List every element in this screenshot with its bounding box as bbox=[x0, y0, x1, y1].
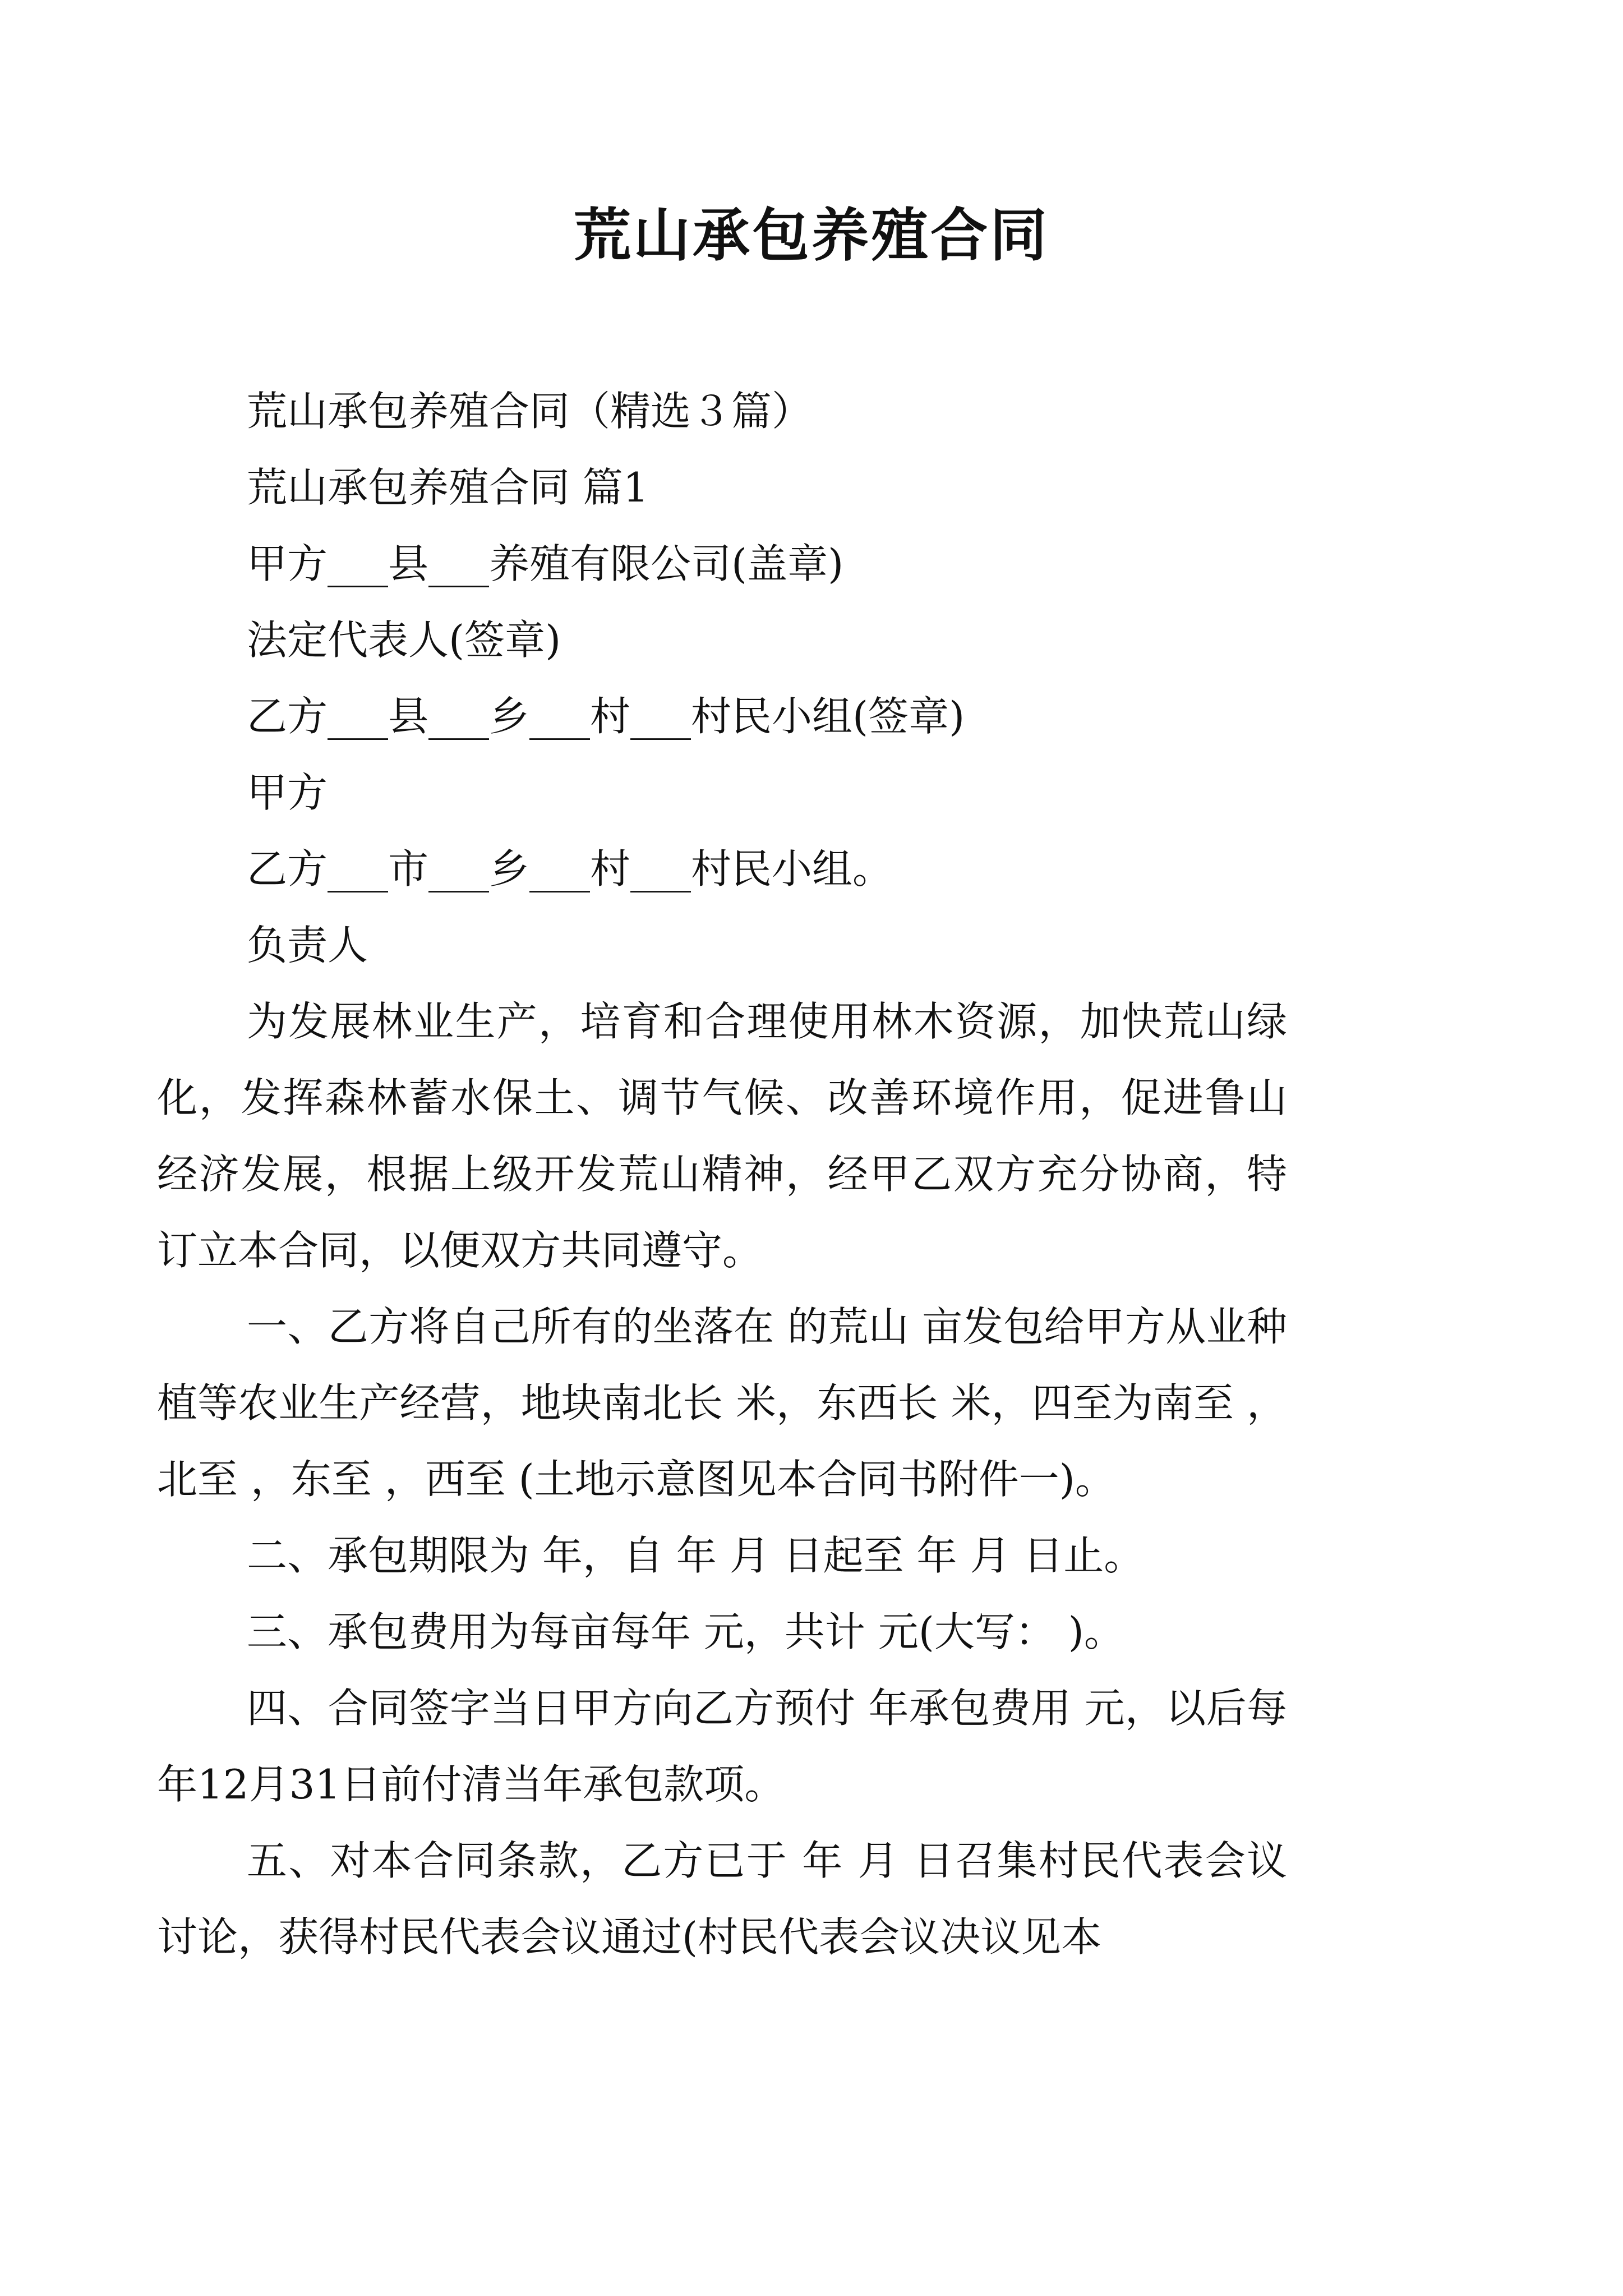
document-body bbox=[247, 373, 1377, 983]
party-b-line-2: 乙方___市___乡___村___村民小组。 bbox=[247, 845, 893, 892]
legal-rep-line: 法定代表人(签章) bbox=[247, 616, 561, 664]
clause-1: 一、乙方将自己所有的坐落在 的荒山 亩发包给甲方从业种植等农业生产经营，地块南北长 米，东西长 米，四至为南至 ，北至 ，东至 ，西至 (土地示意图见本合同书附件一)。 bbox=[157, 1303, 1287, 1503]
contract-clauses bbox=[157, 983, 1287, 1975]
section-heading: 荒山承包养殖合同 篇1 bbox=[247, 464, 649, 511]
clause-4: 四、合同签字当日甲方向乙方预付 年承包费用 元，以后每年12月31日前付清当年承包款项。 bbox=[157, 1685, 1287, 1808]
clause-5: 五、对本合同条款，乙方已于 年 月 日召集村民代表会议讨论，获得村民代表会议通过(村民代表会议决议见本 bbox=[157, 1837, 1287, 1961]
party-a-label: 甲方 bbox=[247, 769, 328, 816]
party-a-line: 甲方___县___养殖有限公司(盖章) bbox=[247, 540, 844, 587]
clause-2: 二、承包期限为 年，自 年 月 日起至 年 月 日止。 bbox=[247, 1532, 1145, 1579]
subtitle-line: 荒山承包养殖合同（精选３篇） bbox=[247, 388, 813, 435]
preamble-paragraph: 为发展林业生产，培育和合理使用林木资源，加快荒山绿化，发挥森林蓄水保土、调节气候、改善环境作用，促进鲁山经济发展，根据上级开发荒山精神，经甲乙双方充分协商，特订立本合同，以便双方共同遵守。 bbox=[157, 998, 1287, 1274]
party-b-line: 乙方___县___乡___村___村民小组(签章) bbox=[247, 693, 965, 740]
document-title: 荒山承包养殖合同 bbox=[574, 202, 1049, 269]
clause-3: 三、承包费用为每亩每年 元，共计 元(大写： )。 bbox=[247, 1608, 1124, 1655]
responsible-person-line: 负责人 bbox=[247, 922, 368, 969]
